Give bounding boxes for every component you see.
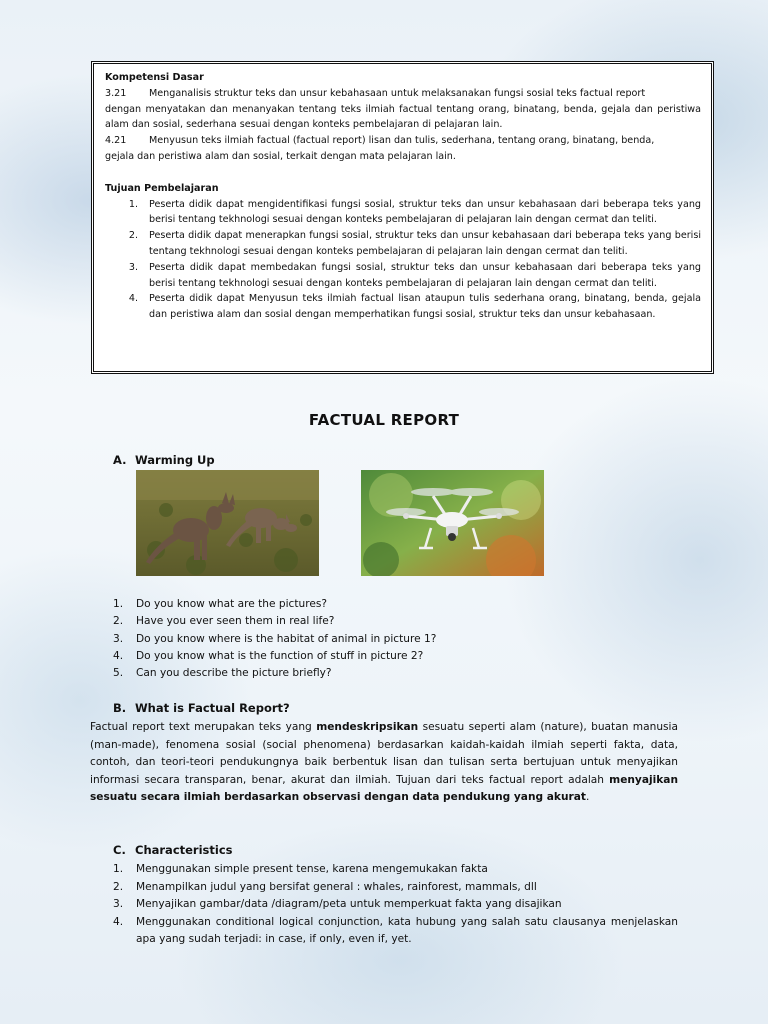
- kd-number: 3.21: [105, 87, 127, 99]
- section-c-heading: C. Characteristics: [113, 843, 233, 857]
- kd-text: Menganalisis struktur teks dan unsur kebahasaan untuk melaksanakan fungsi sosial teks factual report: [149, 87, 646, 99]
- list-item: 2. Menampilkan judul yang bersifat general : whales, rainforest, mammals, dll: [113, 880, 537, 893]
- list-item: 3. Menyajikan gambar/data /diagram/peta untuk memperkuat fakta yang disajikan: [113, 898, 562, 911]
- page-title: FACTUAL REPORT: [308, 411, 460, 429]
- list-item: 1. Do you know what are the pictures?: [113, 598, 327, 610]
- kd-text-continued: dengan menyatakan dan menanyakan tentang teks ilmiah factual tentang orang, binatang, benda, gejala dan peristiwa alam dan sosial, sederhana sesuai dengan konteks pembelajaran di pelajaran lain.: [105, 103, 701, 131]
- kompetensi-heading: Kompetensi Dasar: [105, 72, 204, 83]
- kangaroo-photo: [136, 470, 319, 576]
- kd-text: Menyusun teks ilmiah factual (factual report) lisan dan tulis, sederhana, tentang orang, binatang, benda,: [149, 135, 655, 147]
- tujuan-heading: Tujuan Pembelajaran: [105, 182, 219, 194]
- drone-photo: [361, 470, 544, 576]
- section-a-heading: A. Warming Up: [113, 453, 215, 467]
- kd-text-continued: gejala dan peristiwa alam dan sosial, terkait dengan mata pelajaran lain.: [105, 150, 456, 162]
- warming-up-questions: [113, 596, 436, 682]
- list-item: 1. Menggunakan simple present tense, karena mengemukakan fakta: [113, 863, 488, 875]
- section-b-heading: B. What is Factual Report?: [113, 701, 290, 715]
- list-item: 4. Menggunakan conditional logical conjunction, kata hubung yang salah satu clausanya menjelaskan apa yang sudah terjadi: in case, if only, even if, yet.: [113, 915, 678, 946]
- kd-item-3-21: [105, 86, 701, 102]
- list-item: 3. Do you know where is the habitat of animal in picture 1?: [113, 632, 437, 645]
- list-item: 5. Can you describe the picture briefly?: [113, 667, 332, 680]
- kd-item-4-21: [105, 133, 701, 149]
- characteristics-list: [113, 861, 678, 949]
- list-item: 4. Peserta didik dapat Menyusun teks ilmiah factual lisan ataupun tulis sederhana orang, binatang, benda, gejala dan peristiwa alam dan sosial dengan memperhatikan fungsi sosial, struktur teks dan unsur kebahasaan.: [128, 293, 701, 321]
- list-item: 4. Do you know what is the function of stuff in picture 2?: [113, 649, 424, 662]
- list-item: 1. Peserta didik dapat mengidentifikasi fungsi sosial, struktur teks dan unsur kebahasaan dari beberapa teks yang berisi tentang tekhnologi sesuai dengan konteks pembelajaran di pelajaran lain dengan cermat dan teliti.: [128, 198, 701, 226]
- list-item: 2. Have you ever seen them in real life?: [113, 615, 335, 628]
- tujuan-list: [105, 197, 701, 323]
- competency-box: [91, 61, 714, 374]
- list-item: 3. Peserta didik dapat membedakan fungsi sosial, struktur teks dan unsur kebahasaan dari beberapa teks yang berisi tentang tekhnologi sesuai dengan konteks pembelajaran di pelajaran lain dengan cermat dan teliti.: [128, 261, 701, 289]
- definition-paragraph: Factual report text merupakan teks yang mendeskripsikan sesuatu seperti alam (nature), buatan manusia (man-made), fenomena sosial (social phenomena) berdasarkan kaidah-kaidah ilmiah seperti fakta, data, contoh, dan teori-teori pendukungnya baik berbentuk lisan dan tulisan serta bertujuan untuk menyajikan informasi secara transparan, benar, akurat dan ilmiah. Tujuan dari teks factual report adalah menyajikan sesuatu secara ilmiah berdasarkan observasi dengan data pendukung yang akurat.: [90, 721, 678, 803]
- list-item: 2. Peserta didik dapat menerapkan fungsi sosial, struktur teks dan unsur kebahasaan dari beberapa teks yang berisi tentang tekhnologi sesuai dengan konteks pembelajaran di pelajaran lain dengan cermat dan teliti.: [128, 230, 701, 257]
- kd-number: 4.21: [105, 135, 127, 147]
